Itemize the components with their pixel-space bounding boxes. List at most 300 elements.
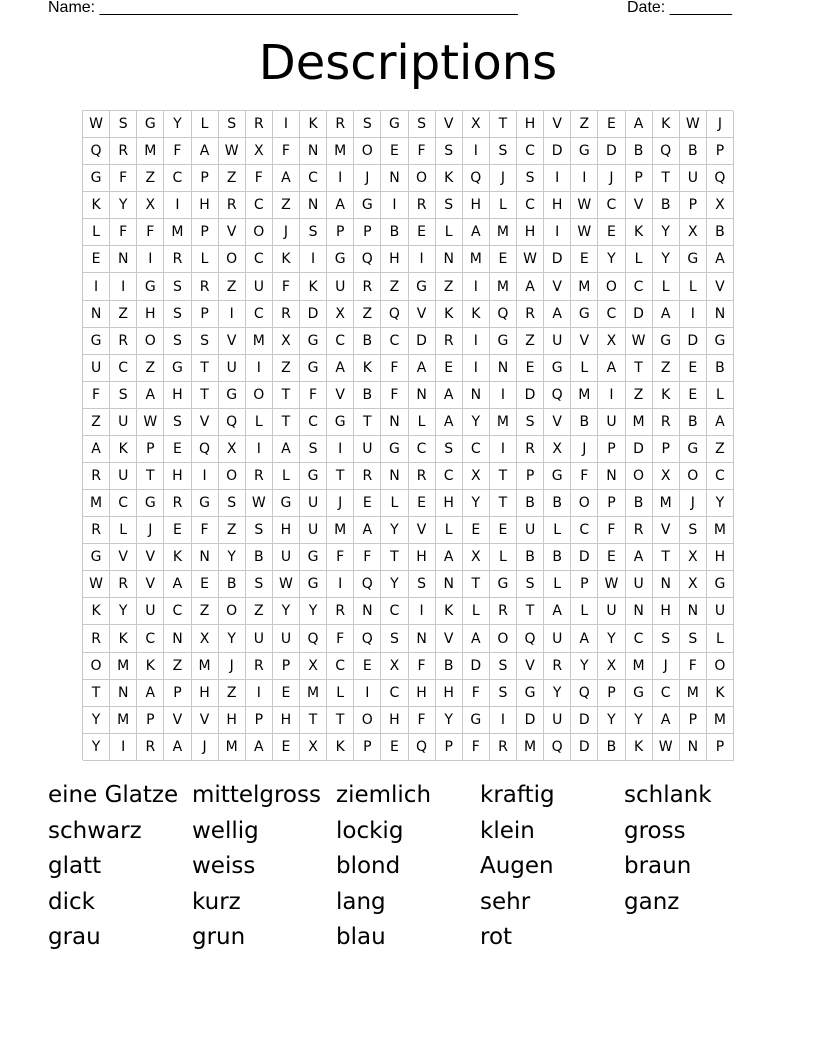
grid-cell[interactable]: C	[626, 273, 653, 300]
grid-cell[interactable]: N	[409, 382, 436, 409]
grid-cell[interactable]: J	[571, 436, 598, 463]
grid-cell[interactable]: H	[517, 111, 544, 138]
word-search-grid[interactable]	[82, 110, 733, 760]
grid-cell[interactable]: W	[219, 138, 246, 165]
grid-cell[interactable]: C	[626, 625, 653, 652]
grid-cell[interactable]: Y	[110, 598, 137, 625]
grid-cell[interactable]: H	[409, 544, 436, 571]
grid-cell[interactable]: Y	[273, 598, 300, 625]
grid-cell[interactable]: X	[219, 436, 246, 463]
grid-cell[interactable]: J	[273, 219, 300, 246]
grid-cell[interactable]: P	[680, 192, 707, 219]
grid-cell[interactable]: X	[300, 653, 327, 680]
grid-cell[interactable]: J	[219, 653, 246, 680]
grid-cell[interactable]: S	[436, 192, 463, 219]
grid-cell[interactable]: W	[517, 246, 544, 273]
grid-cell[interactable]: Q	[571, 680, 598, 707]
grid-cell[interactable]: Z	[653, 355, 680, 382]
grid-cell[interactable]: S	[246, 517, 273, 544]
grid-cell[interactable]: L	[544, 571, 571, 598]
grid-cell[interactable]: U	[137, 598, 164, 625]
grid-cell[interactable]: G	[219, 382, 246, 409]
grid-cell[interactable]: K	[83, 192, 110, 219]
grid-cell[interactable]: E	[83, 246, 110, 273]
grid-cell[interactable]: U	[544, 707, 571, 734]
grid-cell[interactable]: F	[246, 165, 273, 192]
grid-cell[interactable]: A	[409, 355, 436, 382]
grid-cell[interactable]: S	[680, 625, 707, 652]
grid-cell[interactable]: K	[463, 301, 490, 328]
grid-cell[interactable]: J	[653, 653, 680, 680]
grid-cell[interactable]: S	[164, 273, 191, 300]
grid-cell[interactable]: G	[517, 680, 544, 707]
grid-cell[interactable]: F	[409, 653, 436, 680]
grid-cell[interactable]: U	[273, 544, 300, 571]
grid-cell[interactable]: O	[219, 463, 246, 490]
grid-cell[interactable]: T	[354, 409, 381, 436]
grid-cell[interactable]: S	[436, 436, 463, 463]
grid-cell[interactable]: P	[137, 436, 164, 463]
grid-cell[interactable]: N	[626, 598, 653, 625]
grid-cell[interactable]: C	[598, 192, 625, 219]
grid-cell[interactable]: O	[626, 463, 653, 490]
grid-cell[interactable]: A	[544, 598, 571, 625]
grid-cell[interactable]: P	[598, 680, 625, 707]
grid-cell[interactable]: I	[327, 165, 354, 192]
grid-cell[interactable]: C	[381, 680, 408, 707]
grid-cell[interactable]: V	[192, 409, 219, 436]
grid-cell[interactable]: I	[83, 273, 110, 300]
grid-cell[interactable]: L	[680, 273, 707, 300]
grid-cell[interactable]: R	[164, 490, 191, 517]
grid-cell[interactable]: Q	[544, 382, 571, 409]
grid-cell[interactable]: T	[327, 707, 354, 734]
grid-cell[interactable]: M	[164, 219, 191, 246]
grid-cell[interactable]: R	[110, 571, 137, 598]
grid-cell[interactable]: U	[300, 490, 327, 517]
grid-cell[interactable]: D	[680, 328, 707, 355]
grid-cell[interactable]: Y	[653, 219, 680, 246]
grid-cell[interactable]: L	[83, 219, 110, 246]
grid-cell[interactable]: D	[571, 544, 598, 571]
grid-cell[interactable]: E	[409, 219, 436, 246]
grid-cell[interactable]: F	[273, 138, 300, 165]
grid-cell[interactable]: H	[436, 490, 463, 517]
grid-cell[interactable]: R	[354, 463, 381, 490]
grid-cell[interactable]: U	[219, 355, 246, 382]
grid-cell[interactable]: O	[409, 165, 436, 192]
grid-cell[interactable]: J	[327, 490, 354, 517]
grid-cell[interactable]: I	[490, 436, 517, 463]
grid-cell[interactable]: J	[354, 165, 381, 192]
grid-cell[interactable]: U	[626, 571, 653, 598]
grid-cell[interactable]: K	[707, 680, 734, 707]
grid-cell[interactable]: A	[544, 301, 571, 328]
grid-cell[interactable]: Y	[598, 246, 625, 273]
grid-cell[interactable]: T	[653, 544, 680, 571]
grid-cell[interactable]: G	[137, 273, 164, 300]
grid-cell[interactable]: G	[83, 328, 110, 355]
grid-cell[interactable]: D	[517, 707, 544, 734]
grid-cell[interactable]: I	[463, 328, 490, 355]
grid-cell[interactable]: F	[110, 165, 137, 192]
grid-cell[interactable]: Z	[517, 328, 544, 355]
grid-cell[interactable]: Q	[707, 165, 734, 192]
grid-cell[interactable]: Y	[626, 707, 653, 734]
grid-cell[interactable]: K	[300, 273, 327, 300]
grid-cell[interactable]: T	[192, 355, 219, 382]
grid-cell[interactable]: A	[192, 138, 219, 165]
grid-cell[interactable]: H	[137, 301, 164, 328]
grid-cell[interactable]: K	[626, 219, 653, 246]
grid-cell[interactable]: S	[517, 165, 544, 192]
grid-cell[interactable]: L	[436, 517, 463, 544]
grid-cell[interactable]: G	[707, 571, 734, 598]
grid-cell[interactable]: H	[436, 680, 463, 707]
grid-cell[interactable]: V	[110, 544, 137, 571]
grid-cell[interactable]: I	[219, 301, 246, 328]
grid-cell[interactable]: Y	[707, 490, 734, 517]
grid-cell[interactable]: H	[517, 219, 544, 246]
grid-cell[interactable]: R	[544, 653, 571, 680]
grid-cell[interactable]: G	[300, 544, 327, 571]
grid-cell[interactable]: H	[707, 544, 734, 571]
grid-cell[interactable]: U	[110, 463, 137, 490]
grid-cell[interactable]: R	[517, 436, 544, 463]
grid-cell[interactable]: J	[137, 517, 164, 544]
grid-cell[interactable]: L	[192, 111, 219, 138]
grid-cell[interactable]: G	[300, 463, 327, 490]
grid-cell[interactable]: M	[490, 273, 517, 300]
grid-cell[interactable]: Z	[273, 355, 300, 382]
grid-cell[interactable]: B	[381, 219, 408, 246]
grid-cell[interactable]: L	[544, 517, 571, 544]
grid-cell[interactable]: C	[381, 328, 408, 355]
grid-cell[interactable]: K	[273, 246, 300, 273]
grid-cell[interactable]: Y	[598, 707, 625, 734]
grid-cell[interactable]: D	[463, 653, 490, 680]
grid-cell[interactable]: I	[246, 436, 273, 463]
grid-cell[interactable]: Q	[354, 571, 381, 598]
grid-cell[interactable]: S	[164, 301, 191, 328]
grid-cell[interactable]: F	[327, 544, 354, 571]
grid-cell[interactable]: E	[164, 517, 191, 544]
grid-cell[interactable]: Y	[83, 707, 110, 734]
grid-cell[interactable]: C	[246, 301, 273, 328]
grid-cell[interactable]: M	[653, 490, 680, 517]
grid-cell[interactable]: S	[490, 653, 517, 680]
grid-cell[interactable]: Z	[626, 382, 653, 409]
grid-cell[interactable]: T	[192, 382, 219, 409]
grid-cell[interactable]: D	[571, 734, 598, 761]
grid-cell[interactable]: N	[490, 355, 517, 382]
grid-cell[interactable]: Z	[354, 301, 381, 328]
grid-cell[interactable]: S	[164, 409, 191, 436]
grid-cell[interactable]: G	[571, 138, 598, 165]
grid-cell[interactable]: R	[490, 598, 517, 625]
grid-cell[interactable]: G	[137, 490, 164, 517]
grid-cell[interactable]: O	[83, 653, 110, 680]
grid-cell[interactable]: M	[680, 680, 707, 707]
grid-cell[interactable]: V	[409, 517, 436, 544]
grid-cell[interactable]: S	[680, 517, 707, 544]
grid-cell[interactable]: Q	[354, 625, 381, 652]
grid-cell[interactable]: G	[626, 680, 653, 707]
grid-cell[interactable]: P	[354, 734, 381, 761]
grid-cell[interactable]: X	[273, 328, 300, 355]
grid-cell[interactable]: J	[707, 111, 734, 138]
grid-cell[interactable]: Z	[219, 680, 246, 707]
grid-cell[interactable]: I	[300, 246, 327, 273]
grid-cell[interactable]: L	[490, 544, 517, 571]
grid-cell[interactable]: N	[83, 301, 110, 328]
grid-cell[interactable]: N	[653, 571, 680, 598]
grid-cell[interactable]: N	[680, 734, 707, 761]
grid-cell[interactable]: M	[137, 138, 164, 165]
grid-cell[interactable]: I	[246, 680, 273, 707]
grid-cell[interactable]: C	[164, 165, 191, 192]
grid-cell[interactable]: J	[598, 165, 625, 192]
grid-cell[interactable]: G	[381, 111, 408, 138]
grid-cell[interactable]: W	[653, 734, 680, 761]
grid-cell[interactable]: Y	[219, 544, 246, 571]
grid-cell[interactable]: I	[490, 382, 517, 409]
grid-cell[interactable]: S	[300, 436, 327, 463]
grid-cell[interactable]: O	[571, 490, 598, 517]
grid-cell[interactable]: F	[381, 382, 408, 409]
grid-cell[interactable]: N	[409, 625, 436, 652]
grid-cell[interactable]: E	[381, 138, 408, 165]
grid-cell[interactable]: R	[137, 734, 164, 761]
grid-cell[interactable]: N	[300, 192, 327, 219]
grid-cell[interactable]: R	[110, 328, 137, 355]
grid-cell[interactable]: R	[164, 246, 191, 273]
grid-cell[interactable]: D	[409, 328, 436, 355]
grid-cell[interactable]: F	[409, 707, 436, 734]
grid-cell[interactable]: F	[381, 355, 408, 382]
grid-cell[interactable]: S	[219, 111, 246, 138]
grid-cell[interactable]: P	[246, 707, 273, 734]
grid-cell[interactable]: F	[273, 273, 300, 300]
grid-cell[interactable]: B	[626, 138, 653, 165]
grid-cell[interactable]: U	[110, 409, 137, 436]
grid-cell[interactable]: E	[164, 436, 191, 463]
grid-cell[interactable]: Z	[192, 598, 219, 625]
grid-cell[interactable]: I	[598, 382, 625, 409]
grid-cell[interactable]: Q	[490, 301, 517, 328]
grid-cell[interactable]: A	[626, 111, 653, 138]
grid-cell[interactable]: R	[409, 463, 436, 490]
grid-cell[interactable]: K	[110, 436, 137, 463]
grid-cell[interactable]: I	[110, 273, 137, 300]
grid-cell[interactable]: Y	[544, 680, 571, 707]
grid-cell[interactable]: N	[436, 246, 463, 273]
grid-cell[interactable]: Y	[653, 246, 680, 273]
grid-cell[interactable]: O	[246, 382, 273, 409]
grid-cell[interactable]: F	[571, 463, 598, 490]
grid-cell[interactable]: E	[490, 246, 517, 273]
grid-cell[interactable]: V	[137, 544, 164, 571]
grid-cell[interactable]: D	[571, 707, 598, 734]
grid-cell[interactable]: A	[653, 707, 680, 734]
grid-cell[interactable]: V	[327, 382, 354, 409]
grid-cell[interactable]: G	[192, 490, 219, 517]
grid-cell[interactable]: N	[463, 382, 490, 409]
grid-cell[interactable]: C	[598, 301, 625, 328]
grid-cell[interactable]: N	[110, 246, 137, 273]
grid-cell[interactable]: Z	[83, 409, 110, 436]
grid-cell[interactable]: M	[83, 490, 110, 517]
grid-cell[interactable]: S	[653, 625, 680, 652]
grid-cell[interactable]: Y	[300, 598, 327, 625]
grid-cell[interactable]: V	[436, 111, 463, 138]
grid-cell[interactable]: Y	[598, 625, 625, 652]
grid-cell[interactable]: K	[436, 301, 463, 328]
grid-cell[interactable]: X	[246, 138, 273, 165]
grid-cell[interactable]: E	[273, 734, 300, 761]
grid-cell[interactable]: X	[463, 544, 490, 571]
grid-cell[interactable]: B	[517, 544, 544, 571]
grid-cell[interactable]: I	[409, 246, 436, 273]
grid-cell[interactable]: V	[653, 517, 680, 544]
grid-cell[interactable]: Z	[164, 653, 191, 680]
grid-cell[interactable]: I	[409, 598, 436, 625]
grid-cell[interactable]: R	[626, 517, 653, 544]
grid-cell[interactable]: O	[490, 625, 517, 652]
grid-cell[interactable]: D	[517, 382, 544, 409]
grid-cell[interactable]: R	[517, 301, 544, 328]
grid-cell[interactable]: B	[354, 382, 381, 409]
grid-cell[interactable]: R	[327, 111, 354, 138]
grid-cell[interactable]: P	[192, 165, 219, 192]
grid-cell[interactable]: M	[571, 273, 598, 300]
grid-cell[interactable]: L	[463, 598, 490, 625]
grid-cell[interactable]: Y	[571, 653, 598, 680]
grid-cell[interactable]: X	[598, 653, 625, 680]
grid-cell[interactable]: E	[680, 382, 707, 409]
grid-cell[interactable]: X	[653, 463, 680, 490]
grid-cell[interactable]: Q	[653, 138, 680, 165]
grid-cell[interactable]: U	[300, 517, 327, 544]
grid-cell[interactable]: U	[598, 598, 625, 625]
grid-cell[interactable]: A	[436, 409, 463, 436]
grid-cell[interactable]: W	[571, 192, 598, 219]
grid-cell[interactable]: F	[463, 734, 490, 761]
grid-cell[interactable]: C	[110, 490, 137, 517]
grid-cell[interactable]: R	[219, 192, 246, 219]
grid-cell[interactable]: S	[354, 111, 381, 138]
grid-cell[interactable]: X	[300, 734, 327, 761]
grid-cell[interactable]: S	[490, 680, 517, 707]
grid-cell[interactable]: B	[544, 544, 571, 571]
grid-cell[interactable]: E	[354, 653, 381, 680]
grid-cell[interactable]: U	[354, 436, 381, 463]
grid-cell[interactable]: R	[436, 328, 463, 355]
grid-cell[interactable]: U	[544, 625, 571, 652]
grid-cell[interactable]: Q	[300, 625, 327, 652]
grid-cell[interactable]: M	[707, 517, 734, 544]
grid-cell[interactable]: Q	[544, 734, 571, 761]
grid-cell[interactable]: S	[409, 571, 436, 598]
grid-cell[interactable]: M	[626, 409, 653, 436]
grid-cell[interactable]: F	[137, 219, 164, 246]
grid-cell[interactable]: M	[110, 653, 137, 680]
grid-cell[interactable]: P	[327, 219, 354, 246]
grid-cell[interactable]: Z	[571, 111, 598, 138]
grid-cell[interactable]: F	[83, 382, 110, 409]
grid-cell[interactable]: U	[83, 355, 110, 382]
grid-cell[interactable]: C	[463, 436, 490, 463]
grid-cell[interactable]: U	[680, 165, 707, 192]
grid-cell[interactable]: A	[436, 382, 463, 409]
grid-cell[interactable]: A	[327, 355, 354, 382]
grid-cell[interactable]: B	[598, 734, 625, 761]
grid-cell[interactable]: A	[463, 219, 490, 246]
grid-cell[interactable]: H	[273, 707, 300, 734]
grid-cell[interactable]: C	[517, 192, 544, 219]
grid-cell[interactable]: K	[653, 382, 680, 409]
grid-cell[interactable]: L	[192, 246, 219, 273]
grid-cell[interactable]: H	[192, 680, 219, 707]
grid-cell[interactable]: L	[409, 409, 436, 436]
grid-cell[interactable]: Z	[381, 273, 408, 300]
grid-cell[interactable]: X	[137, 192, 164, 219]
grid-cell[interactable]: F	[409, 138, 436, 165]
grid-cell[interactable]: N	[680, 598, 707, 625]
grid-cell[interactable]: V	[571, 328, 598, 355]
grid-cell[interactable]: U	[544, 328, 571, 355]
grid-cell[interactable]: P	[436, 734, 463, 761]
grid-cell[interactable]: G	[680, 246, 707, 273]
grid-cell[interactable]: B	[354, 328, 381, 355]
grid-cell[interactable]: A	[246, 734, 273, 761]
grid-cell[interactable]: R	[409, 192, 436, 219]
grid-cell[interactable]: Z	[110, 301, 137, 328]
grid-cell[interactable]: K	[110, 625, 137, 652]
grid-cell[interactable]: D	[626, 436, 653, 463]
grid-cell[interactable]: C	[327, 328, 354, 355]
grid-cell[interactable]: M	[300, 680, 327, 707]
grid-cell[interactable]: L	[110, 517, 137, 544]
grid-cell[interactable]: N	[598, 463, 625, 490]
grid-cell[interactable]: S	[110, 111, 137, 138]
grid-cell[interactable]: S	[409, 111, 436, 138]
grid-cell[interactable]: C	[300, 409, 327, 436]
grid-cell[interactable]: W	[137, 409, 164, 436]
grid-cell[interactable]: P	[626, 165, 653, 192]
grid-cell[interactable]: M	[192, 653, 219, 680]
grid-cell[interactable]: S	[436, 138, 463, 165]
grid-cell[interactable]: G	[83, 165, 110, 192]
grid-cell[interactable]: C	[517, 138, 544, 165]
grid-cell[interactable]: N	[164, 625, 191, 652]
grid-cell[interactable]: G	[463, 707, 490, 734]
grid-cell[interactable]: X	[381, 653, 408, 680]
grid-cell[interactable]: E	[598, 111, 625, 138]
grid-cell[interactable]: R	[327, 598, 354, 625]
grid-cell[interactable]: K	[653, 111, 680, 138]
grid-cell[interactable]: H	[381, 246, 408, 273]
grid-cell[interactable]: L	[246, 409, 273, 436]
grid-cell[interactable]: O	[137, 328, 164, 355]
grid-cell[interactable]: I	[327, 571, 354, 598]
grid-cell[interactable]: T	[490, 463, 517, 490]
grid-cell[interactable]: U	[517, 517, 544, 544]
grid-cell[interactable]: L	[571, 355, 598, 382]
grid-cell[interactable]: C	[436, 463, 463, 490]
grid-cell[interactable]: K	[626, 734, 653, 761]
grid-cell[interactable]: X	[463, 463, 490, 490]
